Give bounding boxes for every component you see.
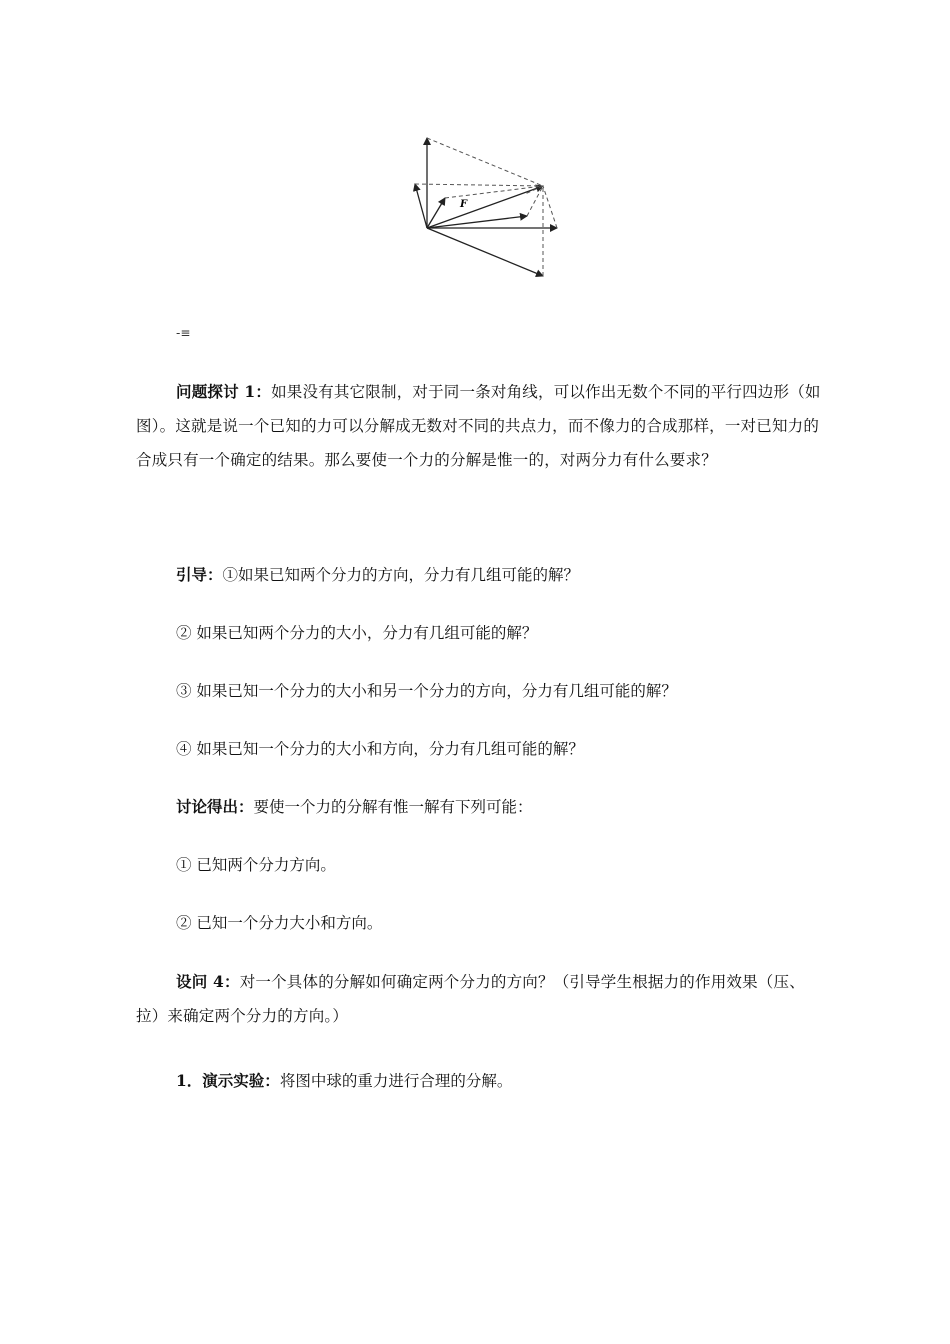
- dashed-line: [427, 138, 543, 186]
- guide-label: 引导：: [176, 565, 223, 584]
- guide-item: ④ 如果已知一个分力的大小和方向，分力有几组可能的解？: [176, 740, 584, 758]
- force-decomposition-figure: [405, 128, 575, 288]
- guide-item: ② 如果已知两个分力的大小，分力有几组可能的解？: [176, 624, 538, 642]
- component-arrow: [415, 184, 427, 228]
- demo-line: [176, 1070, 512, 1092]
- question-1-paragraph: [136, 375, 826, 477]
- guide-item: ③ 如果已知一个分力的大小和另一个分力的方向，分力有几组可能的解？: [176, 682, 677, 700]
- guide-line-2: [176, 622, 537, 644]
- question-4-paragraph: [136, 965, 826, 1033]
- demo-label: 演示实验：: [202, 1071, 280, 1090]
- guide-line-4: [176, 738, 584, 760]
- demo-text: 将图中球的重力进行合理的分解。: [279, 1072, 513, 1090]
- force-F-arrow: [427, 186, 543, 228]
- question-4-text: 对一个具体的分解如何确定两个分力的方向？（引导学生根据力的作用效果（压、拉）来确定两个分力的方向。）: [136, 973, 805, 1025]
- demo-number: 1．: [176, 1071, 203, 1090]
- conclusion-label: 讨论得出：: [176, 797, 254, 816]
- conclusion-item-1: [176, 854, 336, 876]
- question-1-label: 问题探讨 1：: [176, 382, 272, 401]
- question-4-label: 设问 4：: [176, 972, 240, 991]
- guide-item: ①如果已知两个分力的方向，分力有几组可能的解？: [222, 566, 580, 584]
- component-arrow: [427, 198, 445, 228]
- figure-mark: -≡: [176, 326, 191, 340]
- conclusion-text: 要使一个力的分解有惟一解有下列可能：: [253, 798, 533, 816]
- force-diagram: [405, 128, 575, 288]
- component-arrow: [427, 228, 543, 276]
- dashed-line: [525, 186, 543, 194]
- guide-line-1: [176, 564, 579, 586]
- conclusion-item: ② 已知一个分力大小和方向。: [176, 914, 383, 932]
- dashed-line: [543, 186, 557, 228]
- force-F-label: F: [460, 199, 468, 210]
- dashed-line: [415, 184, 543, 186]
- conclusion-item-2: [176, 912, 382, 934]
- question-1-text: 如果没有其它限制，对于同一条对角线，可以作出无数个不同的平行四边形（如图）。这就是说一个已知的力可以分解成无数对不同的共点力，而不像力的合成那样，一对已知力的合成只有一个确定的结果。那么要使一个力的分解是惟一的，对两分力有什么要求？: [136, 383, 821, 469]
- guide-line-3: [176, 680, 677, 702]
- conclusion-line: [176, 796, 533, 818]
- conclusion-item: ① 已知两个分力方向。: [176, 856, 336, 874]
